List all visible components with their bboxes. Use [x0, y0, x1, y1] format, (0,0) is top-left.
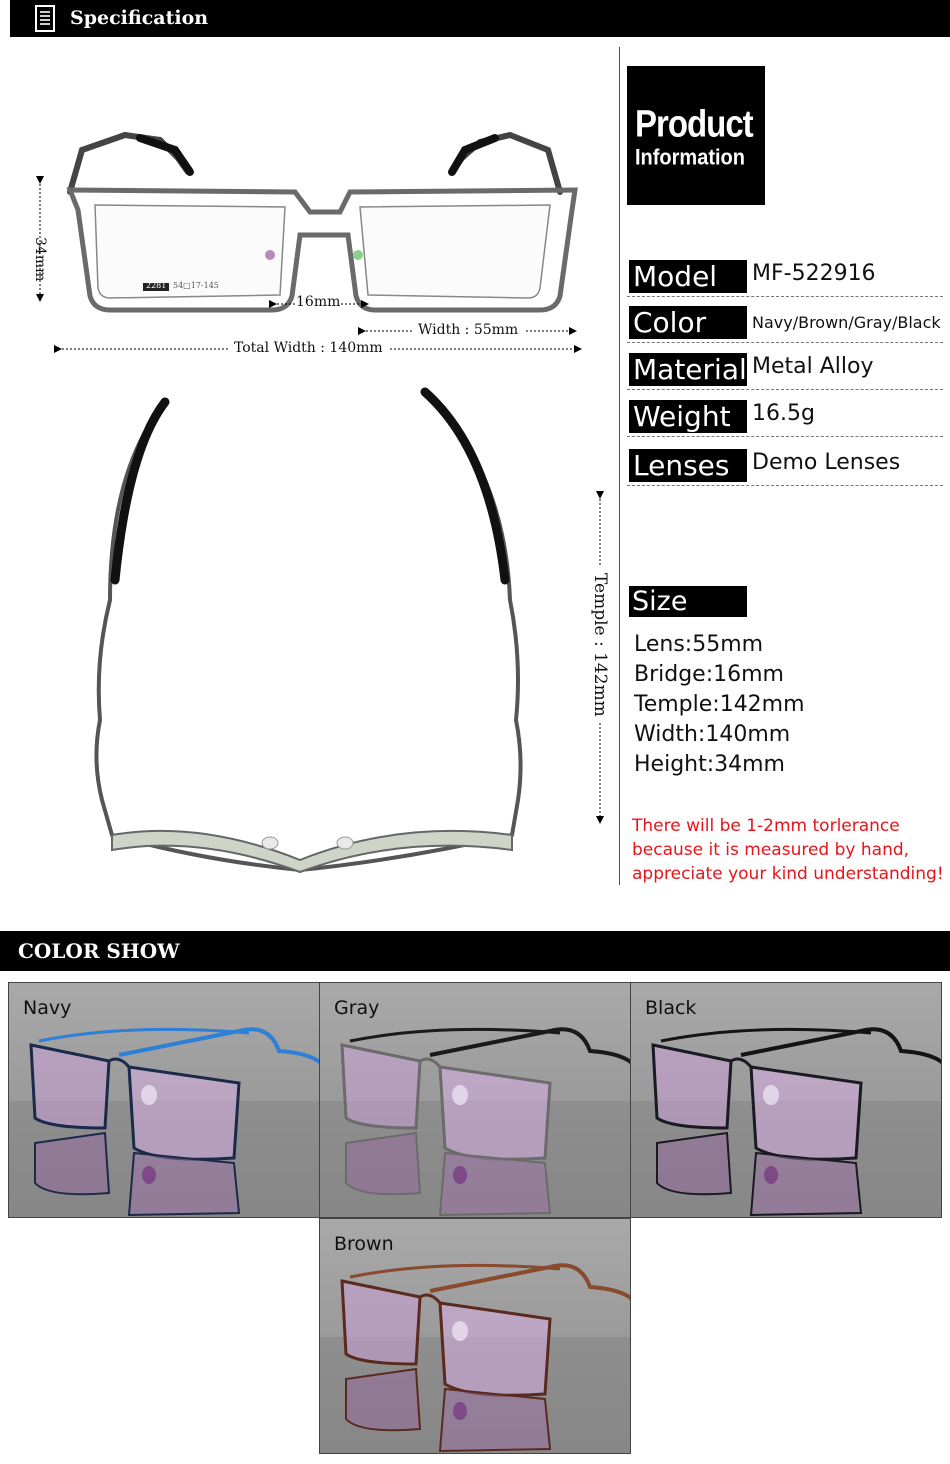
reflected-lens [346, 1133, 420, 1194]
reflected-lens [751, 1153, 861, 1215]
swatch-label: Black [645, 997, 697, 1019]
document-icon [34, 4, 58, 34]
height-dimension-label: 34mm [32, 237, 48, 282]
spec-label: Model [629, 260, 747, 293]
product-title: Product [635, 102, 753, 145]
nose-pad [763, 1085, 779, 1105]
size-line-lens: Lens:55mm [634, 632, 764, 657]
spec-label: Color [629, 306, 747, 339]
right-lens [440, 1303, 550, 1395]
bridge [109, 1059, 129, 1067]
nose-pad [452, 1321, 468, 1341]
lens-width-dimension-label: Width : 55mm [412, 322, 524, 338]
spec-label: Material [629, 353, 747, 386]
product-information-badge [627, 66, 765, 205]
frame-size-imprint: 54□17-145 [173, 281, 219, 290]
reflected-lens [346, 1369, 420, 1430]
spec-label: Weight [629, 400, 747, 433]
glasses-diagram [0, 37, 620, 897]
color-swatch-navy[interactable] [8, 982, 320, 1218]
size-line-bridge: Bridge:16mm [634, 662, 784, 687]
specification-header [10, 0, 950, 37]
color-show-header [0, 931, 950, 971]
swatch-label: Brown [334, 1233, 394, 1255]
temple-dimension-label: Temple : 142mm [590, 567, 610, 723]
spec-row-weight [627, 391, 943, 437]
spec-value: Demo Lenses [752, 450, 901, 475]
nose-pad [141, 1085, 157, 1105]
bridge [731, 1059, 751, 1067]
specification-title: Specification [70, 7, 209, 29]
right-lens [751, 1067, 861, 1159]
size-line-width: Width:140mm [634, 722, 791, 747]
size-line-height: Height:34mm [634, 752, 785, 777]
left-lens [653, 1045, 731, 1128]
glasses-drawing [0, 37, 620, 897]
bridge-dimension-label: 16mm [296, 294, 341, 310]
reflected-lens [440, 1389, 550, 1451]
right-lens [440, 1067, 550, 1159]
spec-label: Lenses [629, 449, 747, 482]
spec-value: Navy/Brown/Gray/Black [752, 313, 941, 332]
reflected-lens [35, 1133, 109, 1194]
bridge [420, 1059, 440, 1067]
size-line-temple: Temple:142mm [634, 692, 805, 717]
color-swatch-black[interactable] [630, 982, 942, 1218]
temple-arm [430, 1265, 631, 1299]
reflected-nose-pad [453, 1166, 467, 1184]
size-heading: Size [629, 586, 747, 617]
reflected-nose-pad [142, 1166, 156, 1184]
color-swatch-gray[interactable] [319, 982, 631, 1218]
note-line: because it is measured by hand, [632, 840, 910, 860]
information-title: Information [635, 146, 745, 171]
swatch-label: Navy [23, 997, 72, 1019]
spec-row-material [627, 344, 943, 390]
reflected-lens [440, 1153, 550, 1215]
temple-arm [430, 1029, 631, 1063]
color-show-title: COLOR SHOW [18, 939, 180, 963]
spec-row-model [627, 251, 943, 297]
reflected-nose-pad [453, 1402, 467, 1420]
spec-row-lenses [627, 440, 943, 486]
frame-imprint: 2281 [146, 281, 167, 290]
note-line: There will be 1-2mm torlerance [632, 816, 900, 836]
tolerance-note [632, 814, 944, 886]
note-line: appreciate your kind understanding! [632, 864, 944, 884]
color-swatch-brown[interactable] [319, 1218, 631, 1454]
left-lens [31, 1045, 109, 1128]
reflected-nose-pad [764, 1166, 778, 1184]
bridge [420, 1295, 440, 1303]
nose-pad [452, 1085, 468, 1105]
temple-arm [119, 1029, 320, 1063]
temple-arm [741, 1029, 942, 1063]
reflected-lens [129, 1153, 239, 1215]
spec-value: 16.5g [752, 401, 815, 426]
reflected-lens [657, 1133, 731, 1194]
spec-value: MF-522916 [752, 261, 876, 286]
spec-value: Metal Alloy [752, 354, 874, 379]
left-lens [342, 1281, 420, 1364]
swatch-label: Gray [334, 997, 380, 1019]
right-lens [129, 1067, 239, 1159]
divider-line [619, 47, 620, 885]
left-lens [342, 1045, 420, 1128]
spec-row-color [627, 297, 943, 343]
total-width-dimension-label: Total Width : 140mm [228, 340, 389, 356]
